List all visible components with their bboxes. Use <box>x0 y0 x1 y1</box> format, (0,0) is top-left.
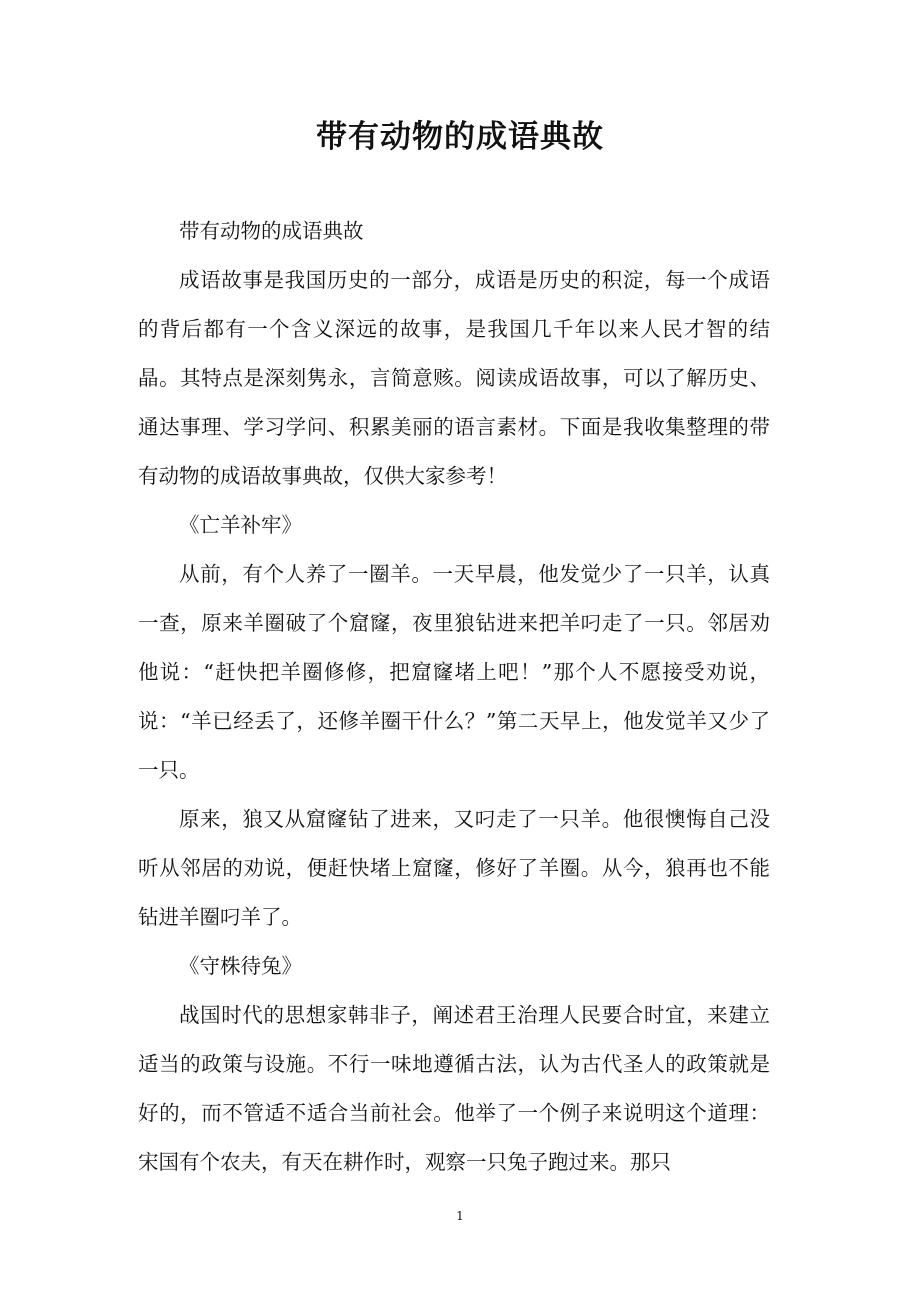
paragraph-intro: 成语故事是我国历史的一部分，成语是历史的积淀，每一个成语的背后都有一个含义深远的故事，是我国几千年以来人民才智的结晶。其特点是深刻隽永，言简意赅。阅读成语故事，可以了解历史、通达事理、学习学问、积累美丽的语言素材。下面是我收集整理的带有动物的成语故事典故，仅供大家参考！ <box>138 268 770 488</box>
paragraph-story-2: 战国时代的思想家韩非子，阐述君王治理人民要合时宜，来建立适当的政策与设施。不行一味地遵循古法，认为古代圣人的政策就是好的，而不管适不适合当前社会。他举了一个例子来说明这个道理：宋国有个农夫，有天在耕作时，观察一只兔子跑过来。那只 <box>138 1003 770 1174</box>
section-heading-shou-zhu-dai-tu: 《守株待兔》 <box>179 954 302 978</box>
page-number: 1 <box>456 1209 464 1223</box>
document-title: 带有动物的成语典故 <box>316 119 604 155</box>
paragraph-subtitle: 带有动物的成语典故 <box>179 219 364 243</box>
paragraph-story-1: 从前，有个人养了一圈羊。一天早晨，他发觉少了一只羊，认真一查，原来羊圈破了个窟窿，夜里狼钻进来把羊叼走了一只。邻居劝他说：“赶快把羊圈修修，把窟窿堵上吧！”那个人不愿接受劝说，说：“羊已经丢了，还修羊圈干什么？”第二天早上，他发觉羊又少了一只。 <box>138 562 770 782</box>
paragraph-story-1-continued: 原来，狼又从窟窿钻了进来，又叼走了一只羊。他很懊悔自己没听从邻居的劝说，便赶快堵上窟窿，修好了羊圈。从今，狼再也不能钻进羊圈叼羊了。 <box>138 807 770 929</box>
document-body <box>138 207 770 1187</box>
section-heading-wang-yang-bu-lao: 《亡羊补牢》 <box>179 513 302 537</box>
